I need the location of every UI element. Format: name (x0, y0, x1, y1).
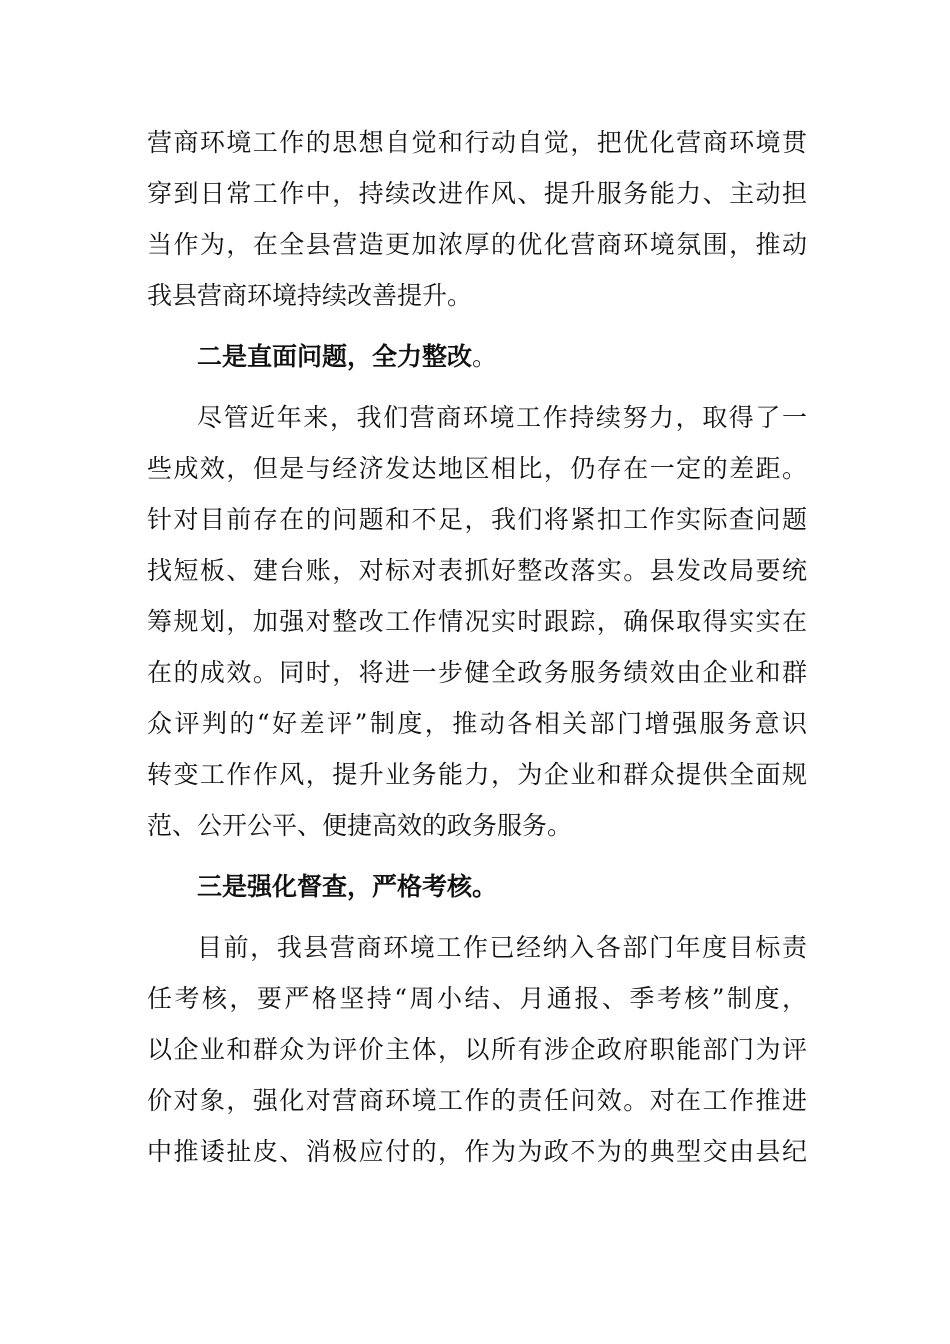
paragraph-line: 范、公开公平、便捷高效的政务服务。 (147, 811, 573, 840)
paragraph-line: 在的成效。同时，将进一步健全政务服务绩效由企业和群 (147, 658, 807, 687)
paragraph-line: 些成效，但是与经济发达地区相比，仍存在一定的差距。 (147, 454, 807, 483)
paragraph-line: 找短板、建台账，对标对表抓好整改落实。县发改局要统 (147, 556, 807, 585)
paragraph-line: 任考核，要严格坚持“周小结、月通报、季考核”制度， (147, 984, 807, 1013)
paragraph-line: 价对象，强化对营商环境工作的责任问效。对在工作推进 (147, 1086, 807, 1115)
paragraph-line: 目前，我县营商环境工作已经纳入各部门年度目标责 (197, 933, 807, 962)
paragraph-line: 针对目前存在的问题和不足，我们将紧扣工作实际查问题 (147, 505, 807, 534)
paragraph-line: 以企业和群众为评价主体，以所有涉企政府职能部门为评 (147, 1035, 807, 1064)
section-heading-2-end: 。 (472, 342, 498, 371)
paragraph-line: 中推诿扯皮、消极应付的，作为为政不为的典型交由县纪 (147, 1137, 807, 1166)
paragraph-line: 转变工作作风，提升业务能力，为企业和群众提供全面规 (147, 760, 807, 789)
paragraph-line: 营商环境工作的思想自觉和行动自觉，把优化营商环境贯 (147, 128, 807, 157)
section-heading-3: 三是强化督查，严格考核。 (197, 872, 498, 901)
paragraph-line: 当作为，在全县营造更加浓厚的优化营商环境氛围，推动 (147, 230, 807, 259)
paragraph-line: 尽管近年来，我们营商环境工作持续努力，取得了一 (197, 403, 807, 432)
paragraph-line: 众评判的“好差评”制度，推动各相关部门增强服务意识 (147, 709, 807, 738)
section-heading-2-text: 二是直面问题，全力整改 (197, 342, 473, 371)
paragraph-line: 筹规划，加强对整改工作情况实时跟踪，确保取得实实在 (147, 607, 807, 636)
paragraph-line: 穿到日常工作中，持续改进作风、提升服务能力、主动担 (147, 179, 807, 208)
section-heading-2 (147, 331, 807, 382)
document-body (147, 117, 807, 1177)
paragraph-line: 我县营商环境持续改善提升。 (147, 281, 473, 310)
